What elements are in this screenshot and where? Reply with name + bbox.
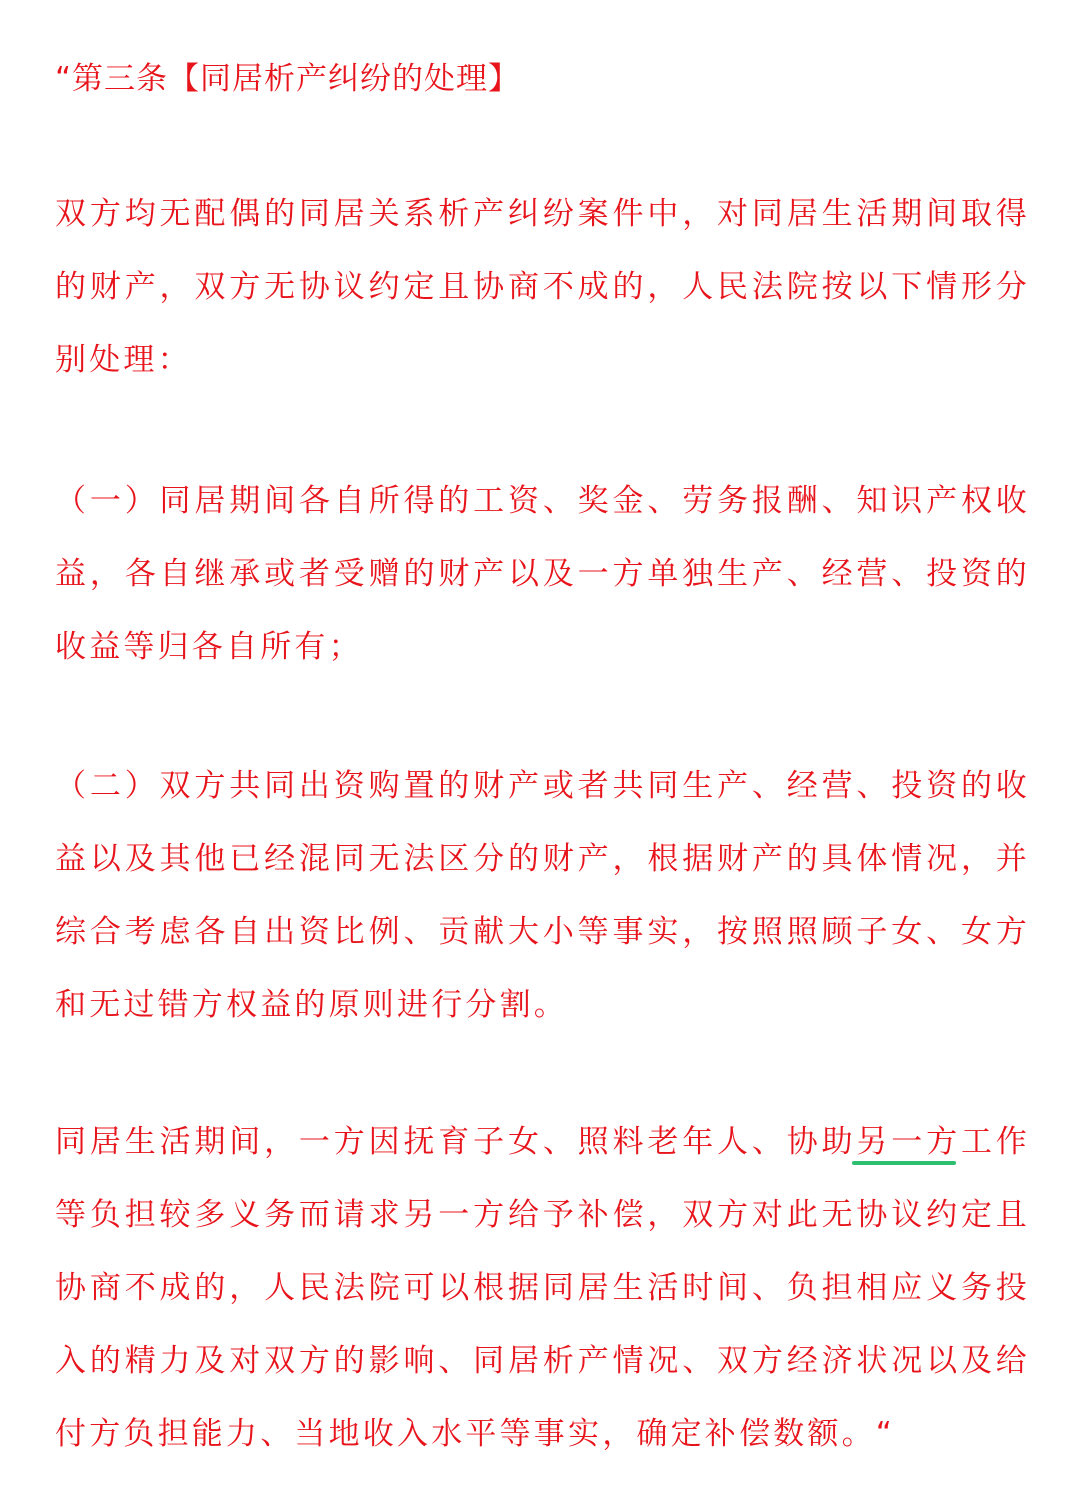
paragraph-item-1: （一）同居期间各自所得的工资、奖金、劳务报酬、知识产权收益，各自继承或者受赠的财产以及一方单独生产、经营、投资的收益等归各自所有；: [55, 483, 1030, 665]
paragraph-item-2: （二）双方共同出资购置的财产或者共同生产、经营、投资的收益以及其他已经混同无法区分的财产，根据财产的具体情况，并综合考虑各自出资比例、贡献大小等事实，按照照顾子女、女方和无过错方权益的原则进行分割。: [55, 768, 1030, 1023]
article-title: “第三条【同居析产纠纷的处理】: [55, 61, 521, 97]
paragraph-compensation: 同居生活期间，一方因抚育子女、照料老年人、协助另一方工作等负担较多义务而请求另一方给予补偿，双方对此无协议约定且协商不成的，人民法院可以根据同居生活时间、负担相应义务投入的精力及对双方的影响、同居析产情况、双方经济状况以及给付方负担能力、当地收入水平等事实，确定补偿数额。“: [55, 1124, 1030, 1452]
highlight-underline: [852, 1161, 956, 1165]
paragraph-intro: 双方均无配偶的同居关系析产纠纷案件中，对同居生活期间取得的财产，双方无协议约定且协商不成的，人民法院按以下情形分别处理：: [55, 196, 1030, 378]
